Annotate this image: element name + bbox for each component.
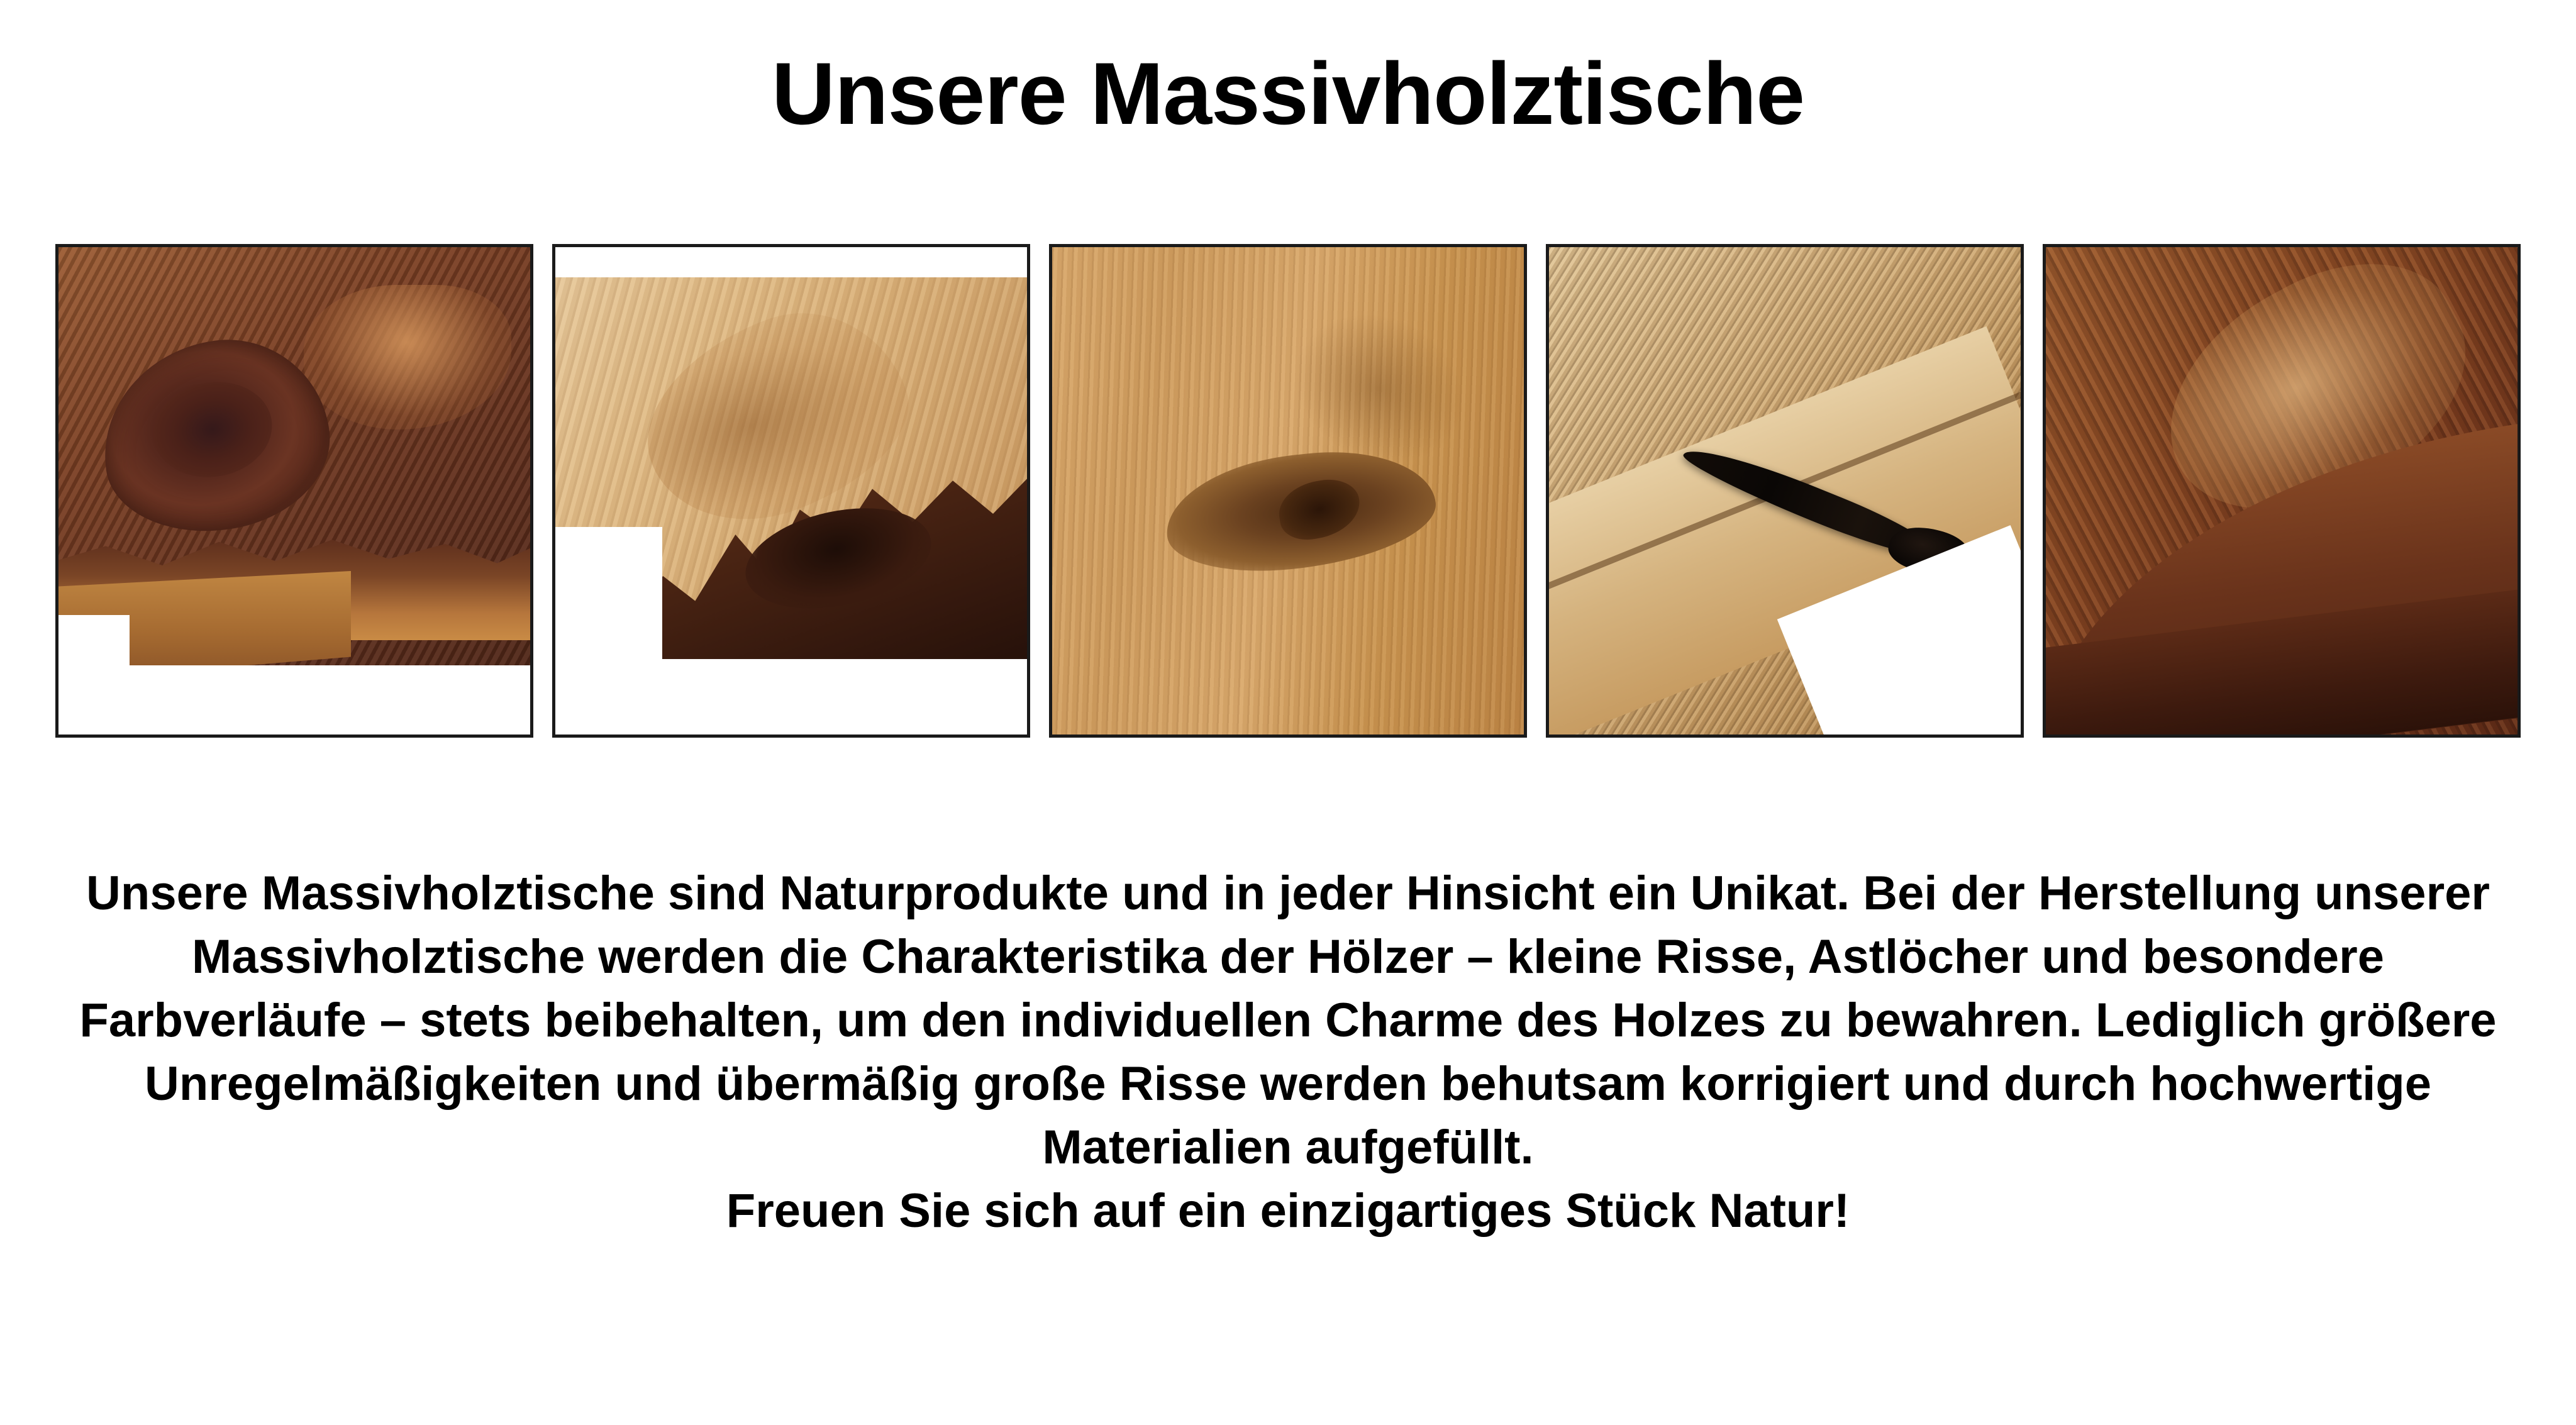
photo-2-white-top <box>555 247 1027 277</box>
wood-photo-2 <box>552 244 1030 738</box>
photo-2-white-left <box>555 527 662 735</box>
wood-photo-4 <box>1546 244 2024 738</box>
paragraph-1: Unsere Massivholztische sind Naturprodukte und in jeder Hinsicht ein Unikat. Bei der Herstellung unserer Massivholztische werden die Charakteristika der Hölzer – kleine Risse, Astlöcher und besondere Farbverläufe – stets beibehalten, um den individuellen Charme des Holzes zu bewahren. Lediglich größere Unregelmäßigkeiten und übermäßig große Risse werden behutsam korrigiert und durch hochwertige Materialien aufgefüllt. <box>79 867 2497 1175</box>
wood-photo-3 <box>1049 244 1527 738</box>
photo-1-white-left <box>58 615 130 697</box>
wood-photo-1 <box>55 244 533 738</box>
page-title: Unsere Massivholztische <box>771 44 1805 143</box>
wood-photo-5 <box>2043 244 2521 738</box>
photo-1-white-base <box>58 665 530 735</box>
paragraph-2: Freuen Sie sich auf ein einzigartiges Stück Natur! <box>726 1184 1850 1238</box>
body-copy <box>69 862 2507 1243</box>
image-gallery <box>55 244 2521 738</box>
